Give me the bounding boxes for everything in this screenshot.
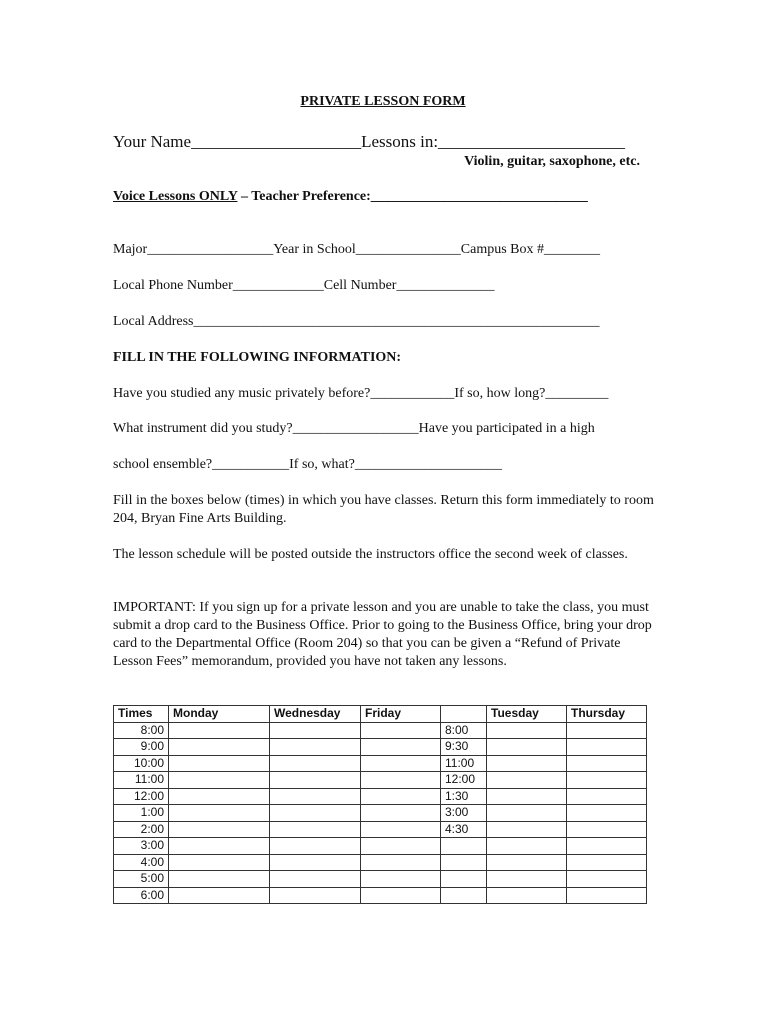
- header-thursday: Thursday: [567, 706, 647, 723]
- table-row: [114, 788, 647, 805]
- table-row: [114, 838, 647, 855]
- thursday-cell[interactable]: [567, 722, 647, 739]
- friday-cell[interactable]: [361, 772, 441, 789]
- friday-cell[interactable]: [361, 739, 441, 756]
- tt-time-cell: 4:30: [441, 821, 487, 838]
- question-studied-before[interactable]: Have you studied any music privately before?____________If so, how long?_________: [113, 386, 609, 401]
- address-line[interactable]: Local Address__________________________________________________________: [113, 314, 600, 329]
- thursday-cell[interactable]: [567, 871, 647, 888]
- question-ensemble[interactable]: school ensemble?___________If so, what?_____________________: [113, 457, 502, 472]
- friday-cell[interactable]: [361, 755, 441, 772]
- friday-cell[interactable]: [361, 871, 441, 888]
- fill-heading: FILL IN THE FOLLOWING INFORMATION:: [113, 350, 402, 365]
- thursday-cell[interactable]: [567, 772, 647, 789]
- voice-preference-line[interactable]: [113, 189, 588, 205]
- friday-cell[interactable]: [361, 838, 441, 855]
- question-instrument[interactable]: What instrument did you study?__________________Have you participated in a high: [113, 421, 595, 436]
- mwf-time-cell: 8:00: [114, 722, 169, 739]
- voice-only-label: Voice Lessons ONLY: [113, 189, 238, 204]
- wednesday-cell[interactable]: [270, 805, 361, 822]
- wednesday-cell[interactable]: [270, 821, 361, 838]
- monday-cell[interactable]: [169, 722, 270, 739]
- thursday-cell[interactable]: [567, 838, 647, 855]
- friday-cell[interactable]: [361, 722, 441, 739]
- friday-cell[interactable]: [361, 788, 441, 805]
- tt-time-cell: 8:00: [441, 722, 487, 739]
- thursday-cell[interactable]: [567, 805, 647, 822]
- important-paragraph: IMPORTANT: If you sign up for a private lesson and you are unable to take the class, you must submit a drop card to the Business Office. Prior to going to the Business Office, bring your drop card to the Departmental Office (Room 204) so that you can be given a “Refund of Private Lesson Fees” memorandum, provided you have not taken any lessons.: [113, 600, 652, 669]
- tt-time-cell: [441, 871, 487, 888]
- mwf-time-cell: 11:00: [114, 772, 169, 789]
- mwf-time-cell: 3:00: [114, 838, 169, 855]
- mwf-time-cell: 1:00: [114, 805, 169, 822]
- tt-time-cell: 9:30: [441, 739, 487, 756]
- header-wednesday: Wednesday: [270, 706, 361, 723]
- tt-time-cell: 3:00: [441, 805, 487, 822]
- wednesday-cell[interactable]: [270, 887, 361, 904]
- tt-time-cell: 11:00: [441, 755, 487, 772]
- header-friday: Friday: [361, 706, 441, 723]
- header-times: Times: [114, 706, 169, 723]
- friday-cell[interactable]: [361, 887, 441, 904]
- tuesday-cell[interactable]: [487, 788, 567, 805]
- thursday-cell[interactable]: [567, 788, 647, 805]
- teacher-preference-field: – Teacher Preference:_______________________________: [237, 189, 588, 204]
- monday-cell[interactable]: [169, 772, 270, 789]
- tt-time-cell: [441, 838, 487, 855]
- thursday-cell[interactable]: [567, 887, 647, 904]
- tuesday-cell[interactable]: [487, 838, 567, 855]
- header-tuesday: Tuesday: [487, 706, 567, 723]
- table-row: [114, 722, 647, 739]
- tuesday-cell[interactable]: [487, 871, 567, 888]
- thursday-cell[interactable]: [567, 821, 647, 838]
- tuesday-cell[interactable]: [487, 854, 567, 871]
- header-monday: Monday: [169, 706, 270, 723]
- tuesday-cell[interactable]: [487, 755, 567, 772]
- schedule-table: [113, 705, 647, 904]
- tuesday-cell[interactable]: [487, 821, 567, 838]
- tt-time-cell: [441, 854, 487, 871]
- lessons-hint: Violin, guitar, saxophone, etc.: [464, 154, 640, 169]
- table-row: [114, 821, 647, 838]
- schedule-body: [114, 722, 647, 904]
- wednesday-cell[interactable]: [270, 739, 361, 756]
- mwf-time-cell: 9:00: [114, 739, 169, 756]
- wednesday-cell[interactable]: [270, 838, 361, 855]
- header-tt-times: [441, 706, 487, 723]
- tuesday-cell[interactable]: [487, 887, 567, 904]
- table-row: [114, 739, 647, 756]
- mwf-time-cell: 12:00: [114, 788, 169, 805]
- monday-cell[interactable]: [169, 805, 270, 822]
- thursday-cell[interactable]: [567, 854, 647, 871]
- tuesday-cell[interactable]: [487, 772, 567, 789]
- major-year-campus-line[interactable]: Major__________________Year in School_______________Campus Box #________: [113, 242, 601, 257]
- friday-cell[interactable]: [361, 821, 441, 838]
- table-row: [114, 772, 647, 789]
- monday-cell[interactable]: [169, 739, 270, 756]
- monday-cell[interactable]: [169, 854, 270, 871]
- monday-cell[interactable]: [169, 755, 270, 772]
- mwf-time-cell: 10:00: [114, 755, 169, 772]
- monday-cell[interactable]: [169, 838, 270, 855]
- table-row: [114, 755, 647, 772]
- page-title: PRIVATE LESSON FORM: [300, 94, 466, 109]
- table-row: [114, 854, 647, 871]
- table-row: [114, 887, 647, 904]
- mwf-time-cell: 6:00: [114, 887, 169, 904]
- wednesday-cell[interactable]: [270, 722, 361, 739]
- tt-time-cell: 12:00: [441, 772, 487, 789]
- monday-cell[interactable]: [169, 871, 270, 888]
- monday-cell[interactable]: [169, 821, 270, 838]
- phone-line[interactable]: Local Phone Number_____________Cell Number______________: [113, 278, 495, 293]
- schedule-header-row: [114, 706, 647, 723]
- tuesday-cell[interactable]: [487, 722, 567, 739]
- tt-time-cell: 1:30: [441, 788, 487, 805]
- mwf-time-cell: 2:00: [114, 821, 169, 838]
- friday-cell[interactable]: [361, 854, 441, 871]
- monday-cell[interactable]: [169, 788, 270, 805]
- thursday-cell[interactable]: [567, 739, 647, 756]
- friday-cell[interactable]: [361, 805, 441, 822]
- mwf-time-cell: 5:00: [114, 871, 169, 888]
- tuesday-cell[interactable]: [487, 739, 567, 756]
- wednesday-cell[interactable]: [270, 772, 361, 789]
- monday-cell[interactable]: [169, 887, 270, 904]
- tuesday-cell[interactable]: [487, 805, 567, 822]
- mwf-time-cell: 4:00: [114, 854, 169, 871]
- wednesday-cell[interactable]: [270, 788, 361, 805]
- table-row: [114, 871, 647, 888]
- thursday-cell[interactable]: [567, 755, 647, 772]
- table-row: [114, 805, 647, 822]
- name-lessons-line[interactable]: Your Name____________________Lessons in:______________________: [113, 132, 626, 151]
- wednesday-cell[interactable]: [270, 871, 361, 888]
- tt-time-cell: [441, 887, 487, 904]
- wednesday-cell[interactable]: [270, 755, 361, 772]
- schedule-notice-paragraph: The lesson schedule will be posted outside the instructors office the second week of classes.: [113, 547, 628, 562]
- wednesday-cell[interactable]: [270, 854, 361, 871]
- instructions-paragraph: Fill in the boxes below (times) in which you have classes. Return this form immediately to room 204, Bryan Fine Arts Building.: [113, 493, 654, 526]
